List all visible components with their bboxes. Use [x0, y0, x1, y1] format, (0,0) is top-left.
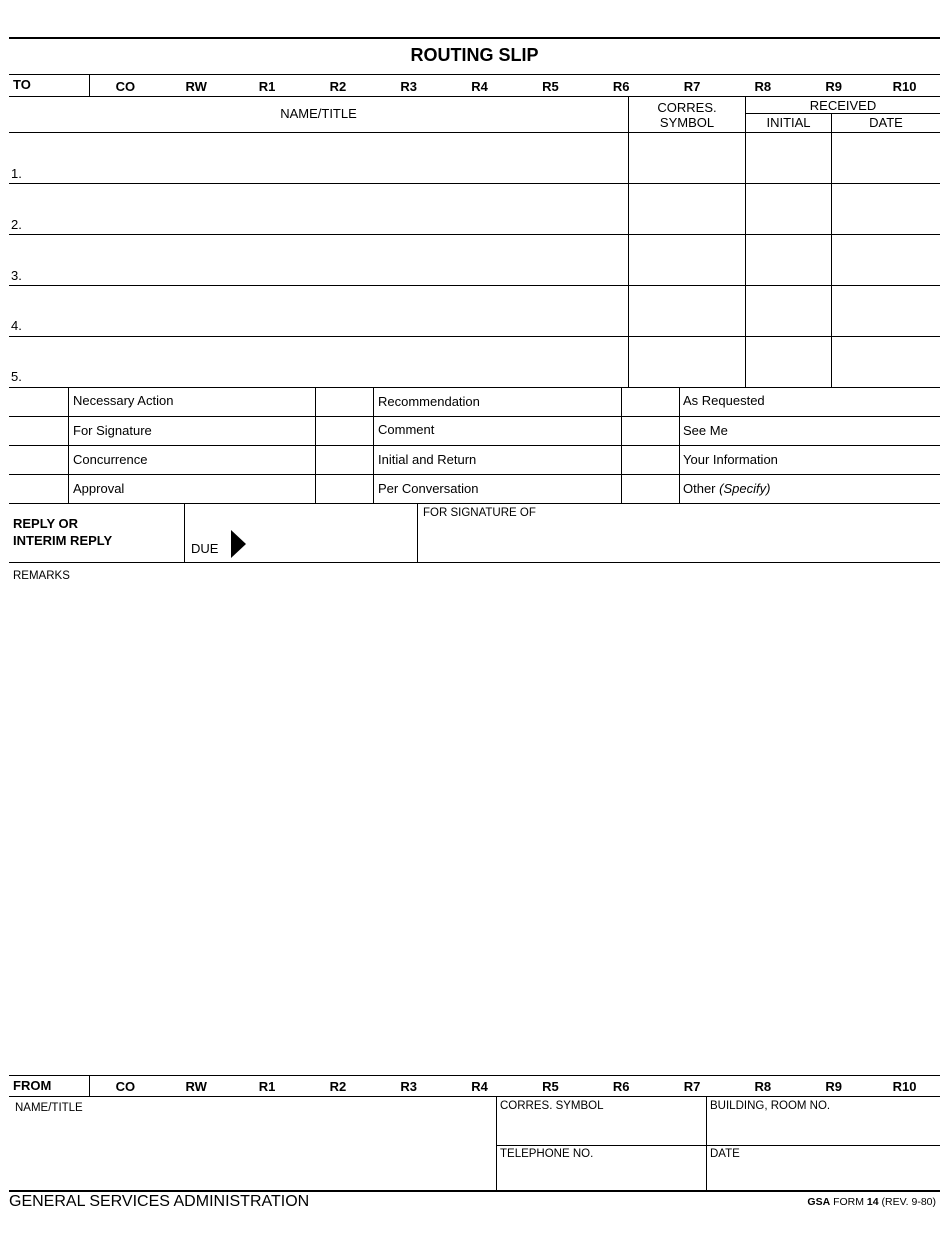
routing-row-2-date-field[interactable] [833, 185, 939, 233]
corres-header-line1: CORRES. [657, 100, 717, 115]
from-col-line-1 [496, 1096, 497, 1191]
action-your-information: Your Information [683, 452, 778, 467]
routing-row-4-line [9, 336, 940, 337]
due-label: DUE [191, 541, 219, 556]
routing-row-1-line [9, 183, 940, 184]
received-header: RECEIVED [809, 98, 877, 113]
to-code-co: CO [115, 79, 136, 94]
from-code-r3: R3 [400, 1079, 418, 1094]
from-code-r1: R1 [258, 1079, 276, 1094]
routing-row-1-initial-field[interactable] [747, 134, 830, 182]
checkbox-other[interactable] [622, 475, 678, 502]
routing-row-5-line [9, 387, 940, 388]
routing-row-3-line [9, 285, 940, 286]
from-mid-line [496, 1145, 940, 1146]
initial-header: INITIAL [766, 115, 811, 130]
remarks-area[interactable] [10, 588, 939, 1072]
action-comment: Comment [378, 422, 435, 437]
header-bottom-line [9, 132, 940, 133]
from-code-r10: R10 [892, 1079, 917, 1094]
routing-row-5-initial-field[interactable] [747, 338, 830, 386]
form-number [807, 1197, 936, 1208]
to-row-bottom-line [9, 96, 940, 97]
routing-row-1-corres-field[interactable] [630, 134, 744, 182]
action-row-line-4 [9, 503, 940, 504]
corres-col-line [628, 96, 629, 387]
from-col-line-2 [706, 1096, 707, 1191]
action-for-signature: For Signature [73, 423, 152, 438]
reply-divider-1 [184, 503, 185, 562]
from-code-rw: RW [185, 1079, 207, 1094]
checkbox-see-me[interactable] [622, 417, 678, 444]
action-other-specify: (Specify) [719, 481, 771, 496]
from-code-r9: R9 [825, 1079, 842, 1094]
routing-row-4-number: 4. [11, 318, 22, 333]
to-region-codes [90, 79, 940, 94]
from-code-r4: R4 [471, 1079, 488, 1094]
from-region-codes [90, 1079, 940, 1094]
action-concurrence: Concurrence [73, 452, 148, 467]
from-code-co: CO [115, 1079, 136, 1094]
from-telephone-label: TELEPHONE NO. [500, 1148, 594, 1160]
routing-row-2-number: 2. [11, 217, 22, 232]
from-corres-symbol-label: CORRES. SYMBOL [500, 1100, 604, 1112]
from-corres-symbol-field[interactable] [498, 1114, 704, 1144]
action-initial-and-return: Initial and Return [378, 452, 477, 467]
to-code-r2: R2 [329, 79, 347, 94]
action-row-line-3 [9, 474, 940, 475]
due-date-field[interactable] [250, 505, 414, 560]
checkbox-your-information[interactable] [622, 446, 678, 473]
from-date-label: DATE [710, 1148, 740, 1160]
to-row-top-line [9, 74, 940, 75]
form-num: 14 [866, 1196, 879, 1208]
checkbox-necessary-action[interactable] [10, 388, 67, 415]
reply-bottom-line [9, 562, 940, 563]
from-code-r7: R7 [683, 1079, 701, 1094]
routing-row-2-name-field[interactable] [30, 185, 626, 233]
routing-row-2-initial-field[interactable] [747, 185, 830, 233]
checkbox-initial-and-return[interactable] [316, 446, 372, 473]
to-code-r4: R4 [471, 79, 488, 94]
from-code-r5: R5 [542, 1079, 559, 1094]
to-code-r3: R3 [400, 79, 418, 94]
routing-row-1-name-field[interactable] [30, 134, 626, 182]
routing-row-1-number: 1. [11, 166, 22, 181]
action-row-line-2 [9, 445, 940, 446]
action-other-label: Other [683, 481, 720, 496]
action-other [683, 482, 770, 495]
from-code-r8: R8 [754, 1079, 772, 1094]
due-arrow-icon [231, 530, 247, 558]
reply-label-line2: INTERIM REPLY [13, 533, 113, 548]
routing-row-4-name-field[interactable] [30, 287, 626, 335]
routing-row-3-date-field[interactable] [833, 236, 939, 284]
to-code-r9: R9 [825, 79, 842, 94]
agency-name: GENERAL SERVICES ADMINISTRATION [9, 1193, 310, 1210]
form-gsa: GSA [807, 1196, 831, 1208]
from-telephone-field[interactable] [498, 1162, 704, 1190]
from-name-title-label: NAME/TITLE [15, 1102, 83, 1114]
bottom-border [9, 1190, 940, 1192]
to-code-r10: R10 [892, 79, 917, 94]
routing-row-5-name-field[interactable] [30, 338, 626, 386]
received-col-line [745, 96, 746, 387]
checkbox-as-requested[interactable] [622, 388, 678, 415]
date-col-line [831, 113, 832, 387]
routing-row-3-corres-field[interactable] [630, 236, 744, 284]
to-code-r1: R1 [258, 79, 276, 94]
checkbox-for-signature[interactable] [10, 417, 67, 444]
routing-row-3-number: 3. [11, 268, 22, 283]
checkbox-per-conversation[interactable] [316, 475, 372, 502]
action-approval: Approval [73, 481, 125, 496]
checkbox-recommendation[interactable] [316, 388, 372, 415]
remarks-label: REMARKS [13, 570, 70, 582]
action-as-requested: As Requested [683, 393, 765, 408]
received-sub-line [745, 113, 940, 114]
checkbox-comment[interactable] [316, 417, 372, 444]
from-row-top-line [9, 1075, 940, 1076]
from-building-room-label: BUILDING, ROOM NO. [710, 1100, 831, 1112]
routing-row-1-date-field[interactable] [833, 134, 939, 182]
form-rev: (REV. 9-80) [878, 1196, 936, 1208]
reply-divider-2 [417, 503, 418, 562]
for-signature-of-label: FOR SIGNATURE OF [423, 507, 536, 519]
routing-row-5-number: 5. [11, 369, 22, 384]
to-code-r6: R6 [612, 79, 630, 94]
to-code-r8: R8 [754, 79, 772, 94]
to-label: TO [13, 77, 31, 92]
routing-row-3-name-field[interactable] [30, 236, 626, 284]
reply-label-line1: REPLY OR [13, 516, 79, 531]
routing-row-4-corres-field[interactable] [630, 287, 744, 335]
checkbox-approval[interactable] [10, 475, 67, 502]
from-name-title-field[interactable] [12, 1116, 494, 1190]
routing-row-5-corres-field[interactable] [630, 338, 744, 386]
from-row-bottom-line [9, 1096, 940, 1097]
corres-header-line2: SYMBOL [659, 115, 715, 130]
from-label: FROM [13, 1078, 52, 1093]
action-necessary-action: Necessary Action [73, 393, 174, 408]
from-code-r6: R6 [612, 1079, 630, 1094]
from-date-field[interactable] [708, 1162, 938, 1190]
from-code-r2: R2 [329, 1079, 347, 1094]
checkbox-concurrence[interactable] [10, 446, 67, 473]
routing-row-4-date-field[interactable] [833, 287, 939, 335]
to-code-rw: RW [185, 79, 207, 94]
to-code-r7: R7 [683, 79, 701, 94]
form-word: FORM [830, 1196, 867, 1208]
routing-row-5-date-field[interactable] [833, 338, 939, 386]
action-per-conversation: Per Conversation [378, 481, 479, 496]
name-title-header: NAME/TITLE [280, 106, 357, 121]
form-title: ROUTING SLIP [410, 45, 539, 65]
top-border [9, 37, 940, 39]
action-row-line-1 [9, 416, 940, 417]
for-signature-of-field[interactable] [420, 522, 938, 560]
action-see-me: See Me [683, 423, 728, 438]
routing-row-2-line [9, 234, 940, 235]
to-code-r5: R5 [542, 79, 559, 94]
routing-row-3-initial-field[interactable] [747, 236, 830, 284]
action-recommendation: Recommendation [378, 394, 480, 409]
date-header: DATE [869, 115, 903, 130]
from-building-room-field[interactable] [708, 1114, 938, 1144]
routing-row-4-initial-field[interactable] [747, 287, 830, 335]
routing-row-2-corres-field[interactable] [630, 185, 744, 233]
